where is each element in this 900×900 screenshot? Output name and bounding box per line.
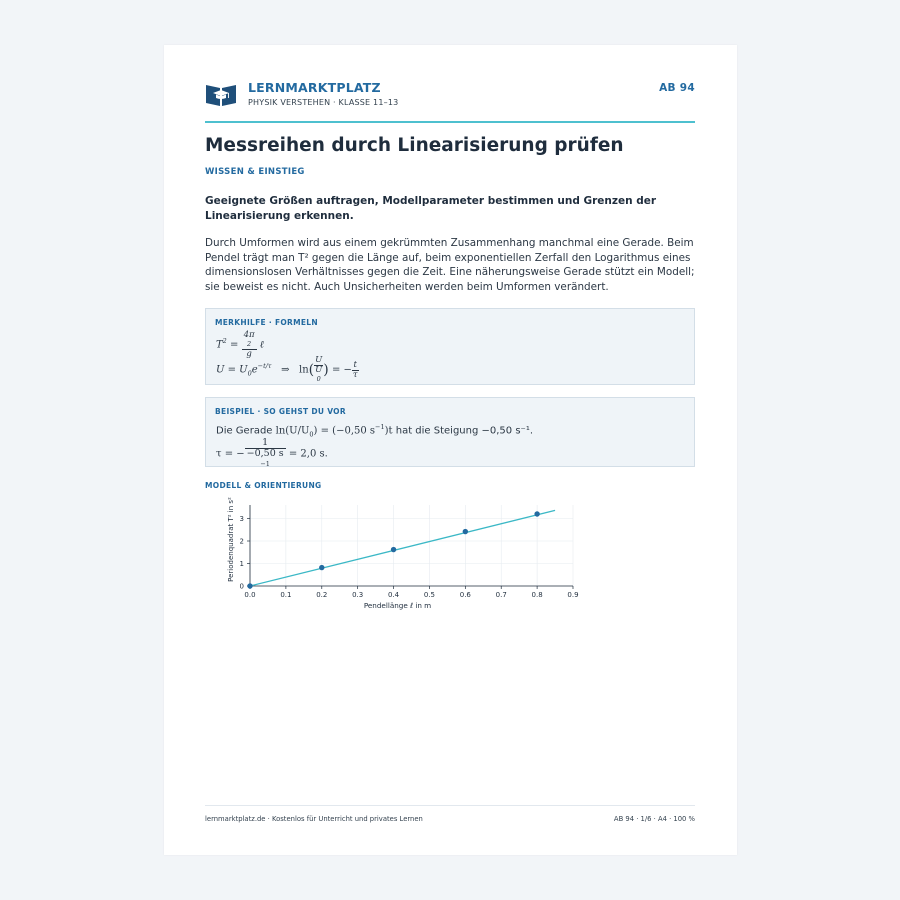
formula-box [205,308,695,385]
page-header [205,79,695,111]
x-tick-label: 0.4 [387,591,400,599]
model-section-tag: MODELL & ORIENTIERUNG [205,481,322,490]
data-point [247,583,252,588]
example-box [205,397,695,467]
formula-fraction: 4π 2 g [243,330,255,359]
data-point [463,529,468,534]
formula-pendulum: $T^2$ = 4π 2 g ℓ [216,330,264,359]
y-tick-label: 2 [239,537,244,546]
footer-right: AB 94 · 1/6 · A4 · 100 % [613,815,695,823]
body-paragraph: Durch Umformen wird aus einem gekrümmten Zusammenhang manchmal eine Gerade. Beim Pendel trägt man T² gegen die Länge auf, beim exponentiellen Zerfall den Logarithmus eines dimensionslosen Verhältnisses gegen die Zeit. Eine näherungsweise Gerade stützt ein Modell; sie beweist es nicht. Auch Unsicherheiten werden beim Umformen verändert. [205,237,695,293]
x-tick-label: 0.3 [352,591,364,599]
x-tick-label: 0.2 [316,591,328,599]
fit-line [250,510,555,586]
sheet-id: AB 94 [659,82,695,94]
formula-box-label: MERKHILFE · FORMELN [215,318,318,327]
data-point [534,511,539,516]
y-axis-label: Periodenquadrat T² in s² [227,497,235,582]
y-tick-label: 3 [239,515,244,523]
pendulum-chart [225,497,585,617]
x-tick-label: 0.8 [531,591,543,599]
page-title: Messreihen durch Linearisierung prüfen [205,135,624,156]
example-line-1: Die Gerade $\ln(U/U_0) = (-0,50$ $s^{-1})t$ hat die Steigung −0,50 s⁻¹. [216,423,534,439]
x-tick-label: 0.9 [567,591,579,599]
footer-divider [205,805,695,806]
y-tick-label: 0 [239,582,244,591]
formula-decay: $U = U_0e^{-t/\tau}$ ⇒ ln( U U 0 ) = − $\frac{t}{\tau}$ [216,355,358,383]
footer-left: lernmarktplatz.de · Kostenlos für Unterricht und privates Lernen [205,815,423,823]
x-tick-label: 0.5 [423,591,436,599]
x-tick-label: 0.6 [459,591,471,599]
graduation-cap-book-icon [205,81,237,107]
data-point [391,547,396,552]
brand-subtitle: PHYSIK VERSTEHEN · KLASSE 11–13 [248,98,399,107]
x-tick-label: 0.0 [244,591,256,599]
x-tick-label: 0.7 [495,591,507,599]
example-line-2: τ = − 1 −0,50 s −1 = 2,0 s. [216,437,328,468]
header-divider [205,121,695,123]
data-point [319,565,324,570]
example-box-label: BEISPIEL · SO GEHST DU VOR [215,407,346,416]
lead-text: Geeignete Größen auftragen, Modellparameter bestimmen und Grenzen der Linearisierung erkennen. [205,195,657,222]
worksheet-page [164,45,737,855]
x-tick-label: 0.1 [280,591,292,599]
y-tick-label: 1 [239,560,244,568]
section-tag: WISSEN & EINSTIEG [205,167,305,177]
x-axis-label: Pendellänge ℓ in m [363,601,432,610]
brand-name: LERNMARKTPLATZ [248,80,381,95]
